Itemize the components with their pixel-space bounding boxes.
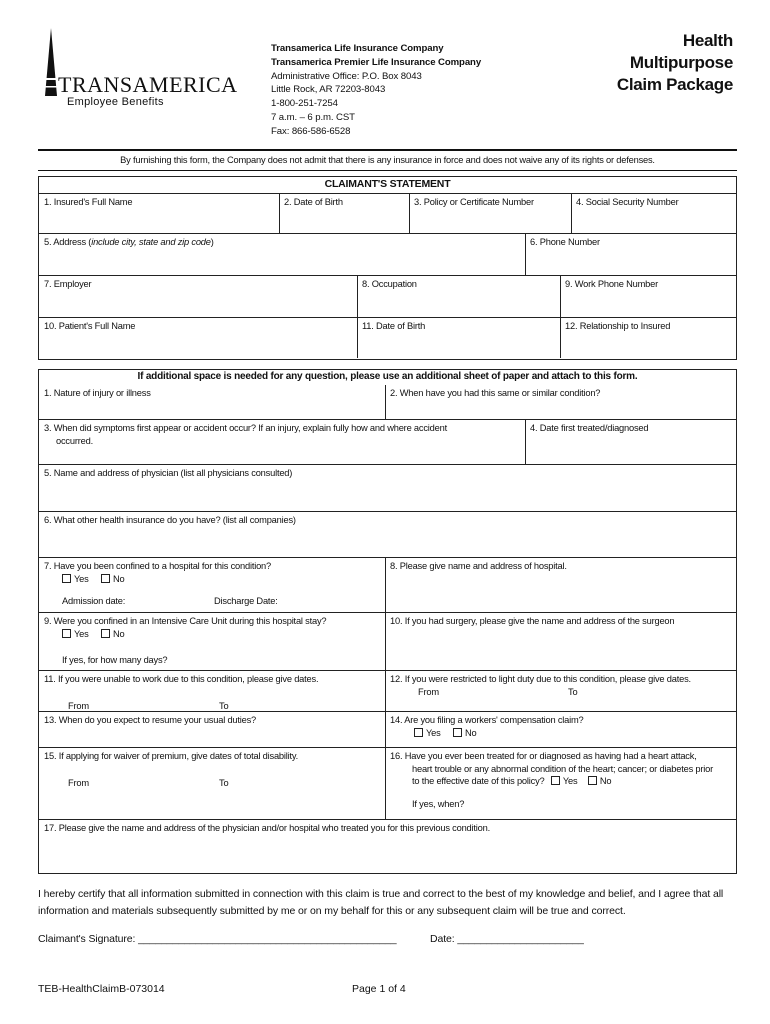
signature-date-field[interactable]: Date: ______________________ [430,933,584,945]
address-field[interactable] [39,234,525,275]
logo-brand: TRANSAMERICA [58,72,238,97]
q16-label-cont-2 [390,775,736,788]
insured-full-name-field[interactable] [39,194,279,233]
q4-date-first-treated[interactable] [525,420,736,464]
q9-days[interactable]: If yes, for how many days? [62,655,168,665]
q8-hospital-name-address[interactable] [385,558,736,613]
certification-line-1: I hereby certify that all information submitted in connection with this claim is true and correct to the best of my knowledge and belief, and I agree that all [38,888,724,900]
form-title [617,30,733,96]
disclaimer-rule [38,170,737,171]
q7-no-checkbox[interactable] [101,574,110,583]
transamerica-logo [38,28,248,110]
patient-full-name-label: 10. Patient's Full Name [44,321,136,331]
q8-label: 8. Please give name and address of hospital. [390,561,567,571]
q13-resume-duties[interactable] [39,712,385,748]
q17-previous-physician[interactable] [39,820,736,873]
phone-number-field[interactable] [525,234,736,275]
q15-to[interactable]: To [219,777,229,788]
q12-label: 12. If you were restricted to light duty due to this condition, please give dates. [390,674,691,684]
q12-light-duty [385,671,736,711]
q16-label-cont-1: heart trouble or any abnormal condition of the heart; cancer; or diabetes prior [412,763,713,774]
claimant-heading: CLAIMANT'S STATEMENT [324,178,451,190]
company-name-2: Transamerica Premier Life Insurance Company [271,56,482,68]
q5-label: 5. Name and address of physician (list all physicians consulted) [44,468,293,478]
ssn-field[interactable] [571,194,736,233]
q14-options [390,727,736,740]
q17-label: 17. Please give the name and address of the physician and/or hospital who treated you for this previous condition. [44,823,490,833]
q7-hospital-confined [39,558,385,613]
q16-when[interactable]: If yes, when? [412,798,465,809]
q12-from[interactable]: From [418,686,439,697]
title-line-1: Health [682,31,733,50]
company-address-1: Administrative Office: P.O. Box 8043 [271,70,422,82]
claimant-statement-table [38,176,737,360]
logo-subtitle: Employee Benefits [67,96,164,108]
occupation-field[interactable] [357,276,560,317]
q9-yes-label: Yes [74,628,89,639]
q10-surgeon-name-address[interactable] [385,613,736,671]
ssn-label: 4. Social Security Number [576,197,679,207]
q1-nature-of-injury[interactable] [39,385,385,419]
phone-number-label: 6. Phone Number [530,237,600,247]
q15-from[interactable]: From [68,777,89,788]
employer-label: 7. Employer [44,279,92,289]
disclaimer: By furnishing this form, the Company does not admit that there is any insurance in force and does not waive any of its rights or defenses. [120,155,655,165]
q16-no-label: No [599,776,612,786]
top-rule [38,149,737,151]
q16-label: 16. Have you ever been treated for or diagnosed as having had a heart attack, [390,751,697,761]
q9-options [44,628,385,641]
q11-label: 11. If you were unable to work due to this condition, please give dates. [44,674,319,684]
employer-field[interactable] [39,276,357,317]
q3-label: 3. When did symptoms first appear or accident occur? If an injury, explain fully how and where accident [44,423,447,433]
q16-yes-label: Yes [562,776,578,786]
q3-symptoms-first-appear[interactable] [39,420,525,464]
claimant-signature-field[interactable]: Claimant's Signature: _____________________________________________ [38,933,397,945]
q14-workers-comp [385,712,736,748]
q16-yes-checkbox[interactable] [551,776,560,785]
patient-dob-field[interactable] [357,318,560,358]
q14-label: 14. Are you filing a workers' compensation claim? [390,715,584,725]
q15-waiver-of-premium [39,748,385,820]
q12-dates [390,686,736,699]
q2-similar-condition[interactable] [385,385,736,419]
page-number: Page 1 of 4 [352,983,406,995]
q9-label: 9. Were you confined in an Intensive Care Unit during this hospital stay? [44,616,327,626]
company-address-2: Little Rock, AR 72203-8043 [271,84,386,96]
q7-admission-label[interactable]: Admission date: [62,596,126,606]
q16-no-checkbox[interactable] [588,776,597,785]
q11-from[interactable]: From [68,700,89,711]
certification-text [38,886,743,920]
address-label-end: ) [210,237,214,247]
company-phone: 1-800-251-7254 [271,98,338,110]
q16-prior-conditions [385,748,736,820]
company-info [271,42,481,139]
date-of-birth-label: 2. Date of Birth [284,197,343,207]
work-phone-field[interactable] [560,276,736,317]
q7-options [44,573,385,586]
relationship-field[interactable] [560,318,736,358]
q7-discharge-label[interactable]: Discharge Date: [214,596,278,606]
q1-label: 1. Nature of injury or illness [44,388,151,398]
q14-yes-label: Yes [426,727,441,738]
insured-full-name-label: 1. Insured's Full Name [44,197,133,207]
q9-icu-confined [39,613,385,671]
company-fax: Fax: 866-586-6528 [271,125,351,137]
q5-physician-name-address[interactable] [39,465,736,511]
q14-no-label: No [464,727,477,738]
q9-no-label: No [112,628,125,639]
q3-label-cont: occurred. [56,435,93,446]
date-of-birth-field[interactable] [279,194,409,233]
title-line-3: Claim Package [616,75,733,94]
q10-label: 10. If you had surgery, please give the name and address of the surgeon [390,616,675,626]
q6-other-health-insurance[interactable] [39,512,736,557]
q7-yes-checkbox[interactable] [62,574,71,583]
q7-dates [44,595,385,608]
q15-dates [44,777,385,790]
q14-no-checkbox[interactable] [453,728,462,737]
q13-label: 13. When do you expect to resume your usual duties? [44,715,257,725]
q9-no-checkbox[interactable] [101,629,110,638]
additional-space-heading: If additional space is needed for any question, please use an additional sheet of paper and attach to this form. [137,371,638,382]
q7-label: 7. Have you been confined to a hospital for this condition? [44,561,271,571]
q11-to[interactable]: To [219,700,229,711]
relationship-label: 12. Relationship to Insured [565,321,671,331]
q12-to[interactable]: To [568,686,578,697]
q14-yes-checkbox[interactable] [414,728,423,737]
work-phone-label: 9. Work Phone Number [565,279,658,289]
q11-unable-to-work [39,671,385,711]
address-label: 5. Address ( [44,237,92,247]
form-code: TEB-HealthClaimB-073014 [38,983,165,995]
q16-question-end: to the effective date of this policy? [412,776,545,786]
q9-yes-checkbox[interactable] [62,629,71,638]
company-hours: 7 a.m. – 6 p.m. CST [271,111,355,123]
patient-full-name-field[interactable] [39,318,357,358]
policy-number-field[interactable] [409,194,571,233]
q7-no-label: No [112,573,125,584]
occupation-label: 8. Occupation [362,279,417,289]
company-name-1: Transamerica Life Insurance Company [271,43,444,54]
address-hint: include city, state and zip code [91,237,211,247]
patient-dob-label: 11. Date of Birth [362,321,426,331]
q7-yes-label: Yes [74,573,89,584]
questions-table [38,369,737,874]
title-line-2: Multipurpose [629,53,733,72]
q6-label: 6. What other health insurance do you have? (list all companies) [44,515,296,525]
q4-label: 4. Date first treated/diagnosed [530,423,649,433]
q15-label: 15. If applying for waiver of premium, give dates of total disability. [44,751,299,761]
certification-line-2: information and materials subsequently submitted by me or on my behalf for this or any subsequent claim will be true and correct. [38,905,626,917]
policy-number-label: 3. Policy or Certificate Number [414,197,534,207]
q2-label: 2. When have you had this same or similar condition? [390,388,601,398]
